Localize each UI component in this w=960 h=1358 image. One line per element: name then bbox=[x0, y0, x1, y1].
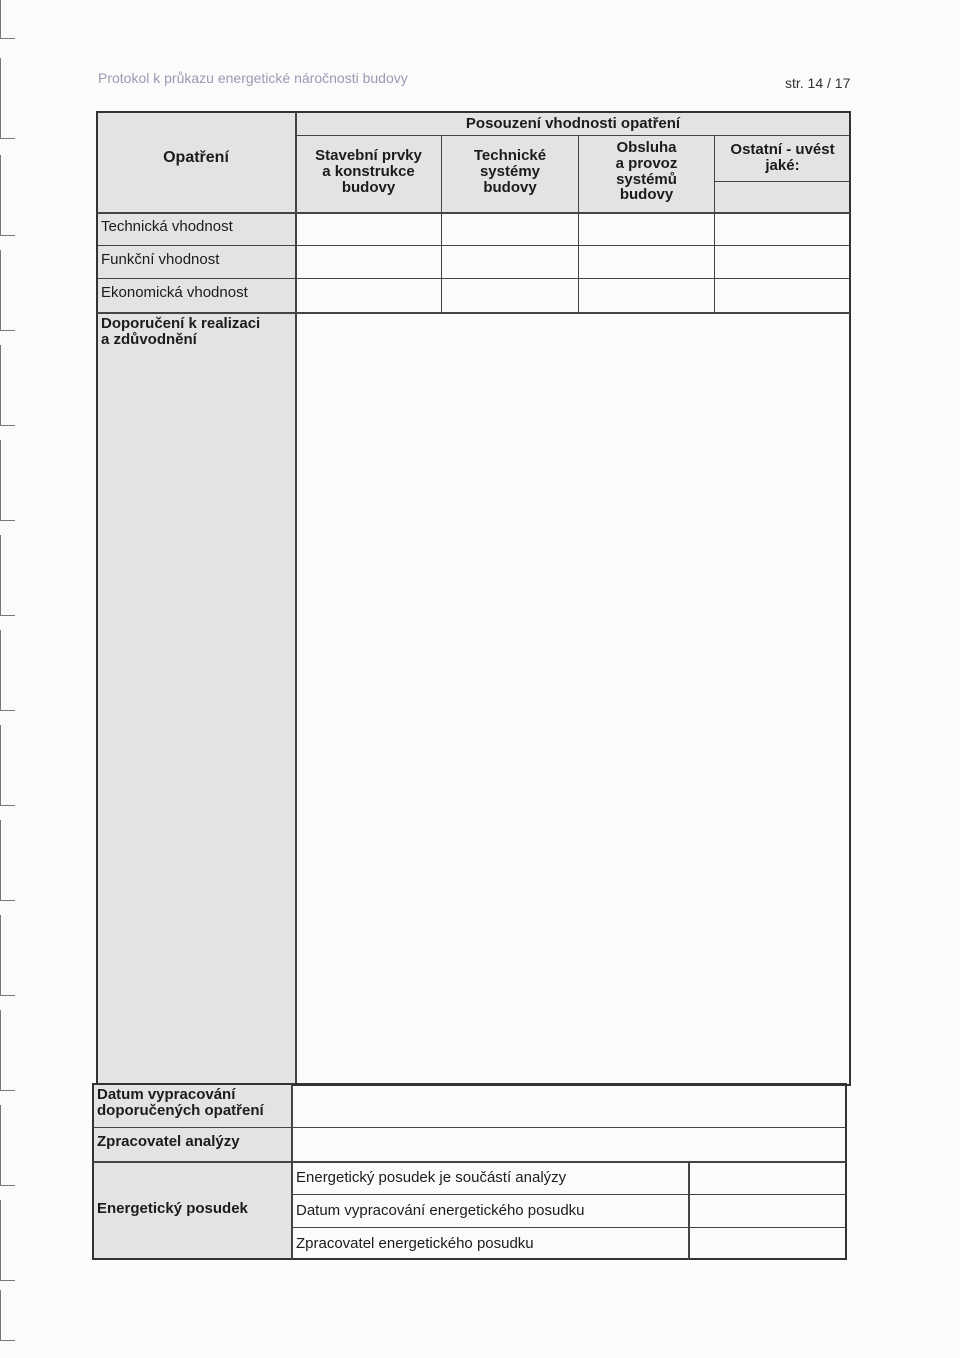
cell-funkcni-ostatni[interactable] bbox=[716, 247, 849, 277]
binder-mark bbox=[0, 155, 15, 236]
cell-technicka-stavebni[interactable] bbox=[297, 214, 440, 244]
recommendation-text-area[interactable] bbox=[297, 314, 849, 1082]
opatreni-header: Opatření bbox=[163, 149, 229, 166]
zpracovatel-label: Zpracovatel analýzy bbox=[97, 1133, 240, 1150]
binder-mark bbox=[0, 820, 15, 901]
binder-mark bbox=[0, 1010, 15, 1091]
ep-datum-label: Datum vypracování energetického posudku bbox=[296, 1202, 585, 1219]
binder-mark bbox=[0, 535, 15, 616]
cell-technicka-ostatni[interactable] bbox=[716, 214, 849, 244]
binder-mark bbox=[0, 440, 15, 521]
binder-mark bbox=[0, 0, 15, 39]
document-title: Protokol k průkazu energetické náročnosti budovy bbox=[98, 70, 408, 86]
recommendation-label: Doporučení k realizaci a zdůvodnění bbox=[101, 315, 261, 348]
column-header-technicke: Technické systémy budovy bbox=[473, 147, 547, 196]
row-label-funkcni: Funkční vhodnost bbox=[101, 251, 220, 268]
cell-technicka-technicke[interactable] bbox=[443, 214, 577, 244]
cell-funkcni-stavebni[interactable] bbox=[297, 247, 440, 277]
ep-soucasti-label: Energetický posudek je součástí analýzy bbox=[296, 1169, 567, 1186]
binder-mark bbox=[0, 630, 15, 711]
binder-mark bbox=[0, 58, 15, 139]
column-header-ostatni: Ostatní - uvést jaké: bbox=[730, 141, 835, 174]
cell-funkcni-technicke[interactable] bbox=[443, 247, 577, 277]
binder-mark bbox=[0, 725, 15, 806]
row-label-ekonomicka: Ekonomická vhodnost bbox=[101, 284, 248, 301]
energeticky-posudek-label: Energetický posudek bbox=[97, 1200, 248, 1217]
cell-ekonomicka-obsluha[interactable] bbox=[580, 280, 713, 311]
page-number: str. 14 / 17 bbox=[785, 75, 851, 91]
column-header-stavebni: Stavební prvky a konstrukce budovy bbox=[315, 147, 422, 196]
ep-datum-field[interactable] bbox=[690, 1196, 846, 1226]
zpracovatel-field[interactable] bbox=[293, 1129, 846, 1160]
binder-mark bbox=[0, 250, 15, 331]
binder-mark bbox=[0, 1105, 15, 1186]
cell-funkcni-obsluha[interactable] bbox=[580, 247, 713, 277]
binder-mark bbox=[0, 345, 15, 426]
cell-technicka-obsluha[interactable] bbox=[580, 214, 713, 244]
group-header: Posouzení vhodnosti opatření bbox=[465, 115, 681, 132]
datum-field[interactable] bbox=[293, 1085, 846, 1126]
binder-mark bbox=[0, 915, 15, 996]
column-header-obsluha: Obsluha a provoz systémů budovy bbox=[615, 139, 678, 204]
datum-label: Datum vypracování doporučených opatření bbox=[97, 1086, 264, 1119]
binder-mark bbox=[0, 1290, 15, 1341]
cell-ekonomicka-technicke[interactable] bbox=[443, 280, 577, 311]
binder-mark bbox=[0, 1200, 15, 1281]
cell-ekonomicka-ostatni[interactable] bbox=[716, 280, 849, 311]
ep-zpracovatel-field[interactable] bbox=[690, 1229, 846, 1258]
cell-ekonomicka-stavebni[interactable] bbox=[297, 280, 440, 311]
row-label-technicka: Technická vhodnost bbox=[101, 218, 233, 235]
ep-zpracovatel-label: Zpracovatel energetického posudku bbox=[296, 1235, 534, 1252]
ep-soucasti-field[interactable] bbox=[690, 1163, 846, 1193]
